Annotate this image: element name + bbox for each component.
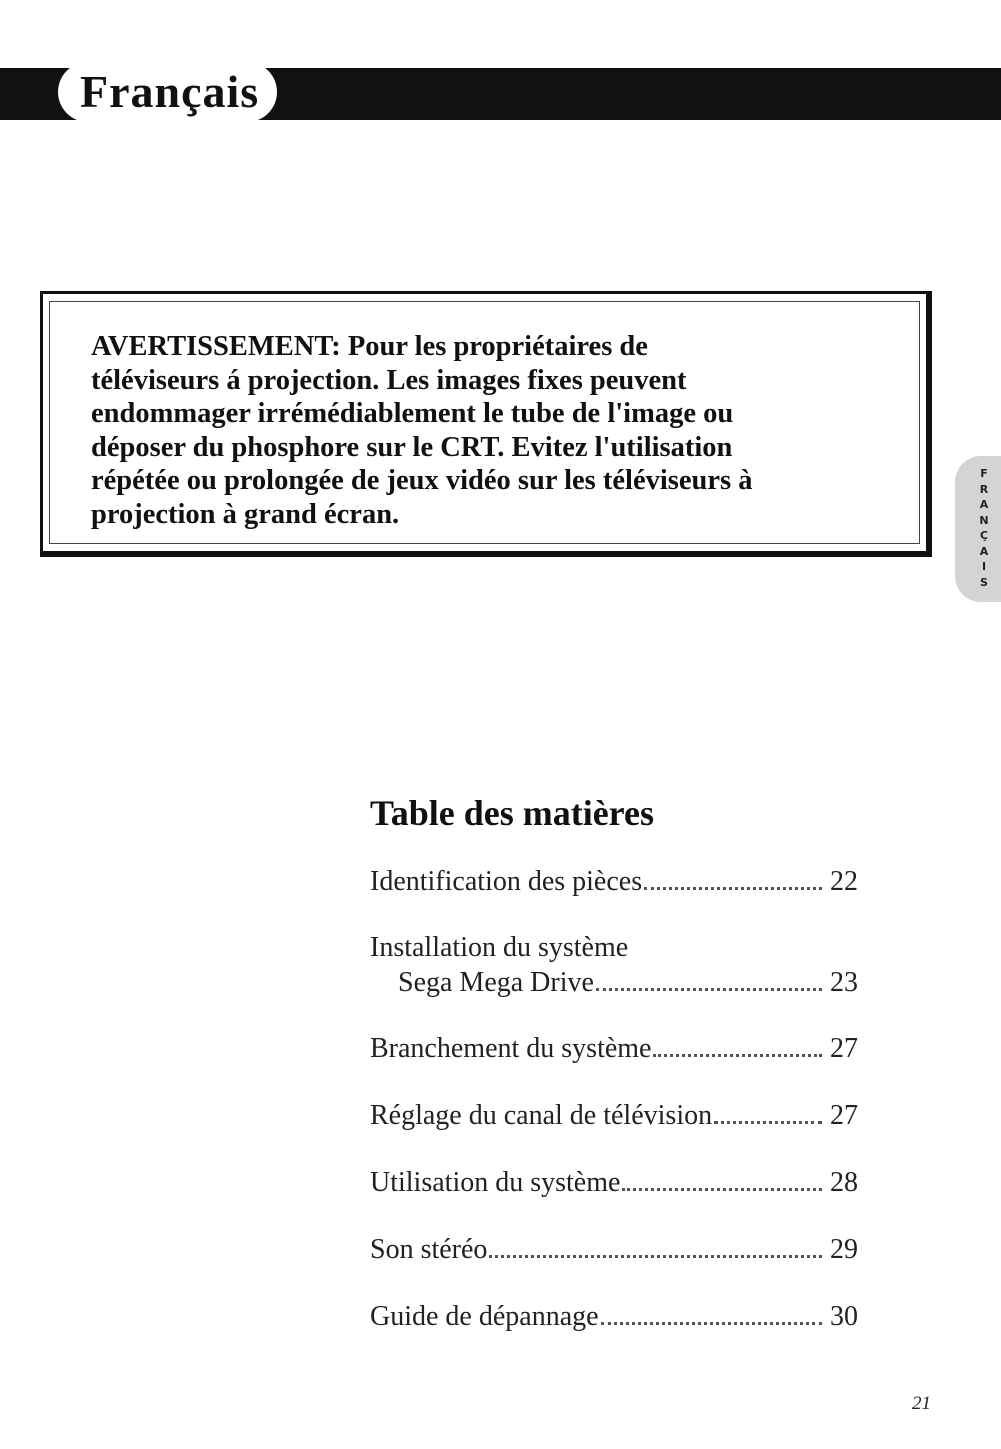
toc-leader-dots xyxy=(714,1121,822,1124)
side-tab-letter: A xyxy=(979,544,989,558)
toc-entry xyxy=(370,865,858,899)
toc-leader-dots xyxy=(489,1255,822,1258)
toc-entry-page: 28 xyxy=(830,1167,858,1198)
toc-entry xyxy=(370,1032,858,1066)
side-tab-letter: I xyxy=(981,560,987,573)
toc-entry-label: Identification des pièces xyxy=(370,866,643,897)
side-tab-letter: S xyxy=(980,575,988,589)
toc-entry-label: Son stéréo xyxy=(370,1234,488,1265)
toc-entry-page: 23 xyxy=(830,967,858,998)
side-tab-letter: R xyxy=(979,482,989,496)
toc-entry xyxy=(370,1233,858,1267)
toc-leader-dots xyxy=(653,1054,822,1057)
toc-entry-page: 27 xyxy=(830,1100,858,1131)
toc-entry-page: 29 xyxy=(830,1234,858,1265)
warning-line: répétée ou prolongée de jeux vidéo sur les téléviseurs à xyxy=(91,465,753,497)
side-tab-letter: Ç xyxy=(979,529,989,542)
toc-leader-dots xyxy=(601,1322,822,1325)
toc-entry-page: 27 xyxy=(830,1033,858,1064)
page-title: Français xyxy=(58,62,277,122)
toc-leader-dots xyxy=(644,887,822,890)
warning-line: téléviseurs á projection. Les images fixes peuvent xyxy=(91,364,687,396)
warning-line: projection à grand écran. xyxy=(91,498,400,530)
warning-line: déposer du phosphore sur le CRT. Evitez l'utilisation xyxy=(91,431,733,463)
side-tab-letter: A xyxy=(979,498,989,511)
page-number: 21 xyxy=(912,1393,931,1414)
side-tab-letters xyxy=(976,466,992,590)
toc-leader-dots xyxy=(596,988,822,991)
toc-entry-page: 30 xyxy=(830,1301,858,1332)
warning-line: AVERTISSEMENT: Pour les propriétaires de xyxy=(91,331,648,362)
toc-entry-page: 22 xyxy=(830,866,858,897)
toc-entry-label: Branchement du système xyxy=(370,1033,652,1064)
toc-entry xyxy=(370,1166,858,1200)
toc-entry xyxy=(370,1300,858,1334)
toc-entry-label: Réglage du canal de télévision xyxy=(370,1100,713,1131)
toc-entry xyxy=(398,966,858,1000)
toc-entry-label: Guide de dépannage xyxy=(370,1301,599,1332)
toc-entry xyxy=(370,1099,858,1133)
warning-text xyxy=(91,330,921,532)
toc-entry-label: Sega Mega Drive xyxy=(398,967,594,998)
side-tab-letter: F xyxy=(980,467,988,480)
toc-entry-label-line1: Installation du système xyxy=(370,932,629,963)
side-tab-letter: N xyxy=(979,513,989,527)
toc-entry-label: Utilisation du système xyxy=(370,1167,621,1198)
toc-leader-dots xyxy=(622,1188,822,1191)
toc-title: Table des matières xyxy=(370,793,654,833)
warning-line: endommager irrémédiablement le tube de l'image ou xyxy=(91,398,734,430)
